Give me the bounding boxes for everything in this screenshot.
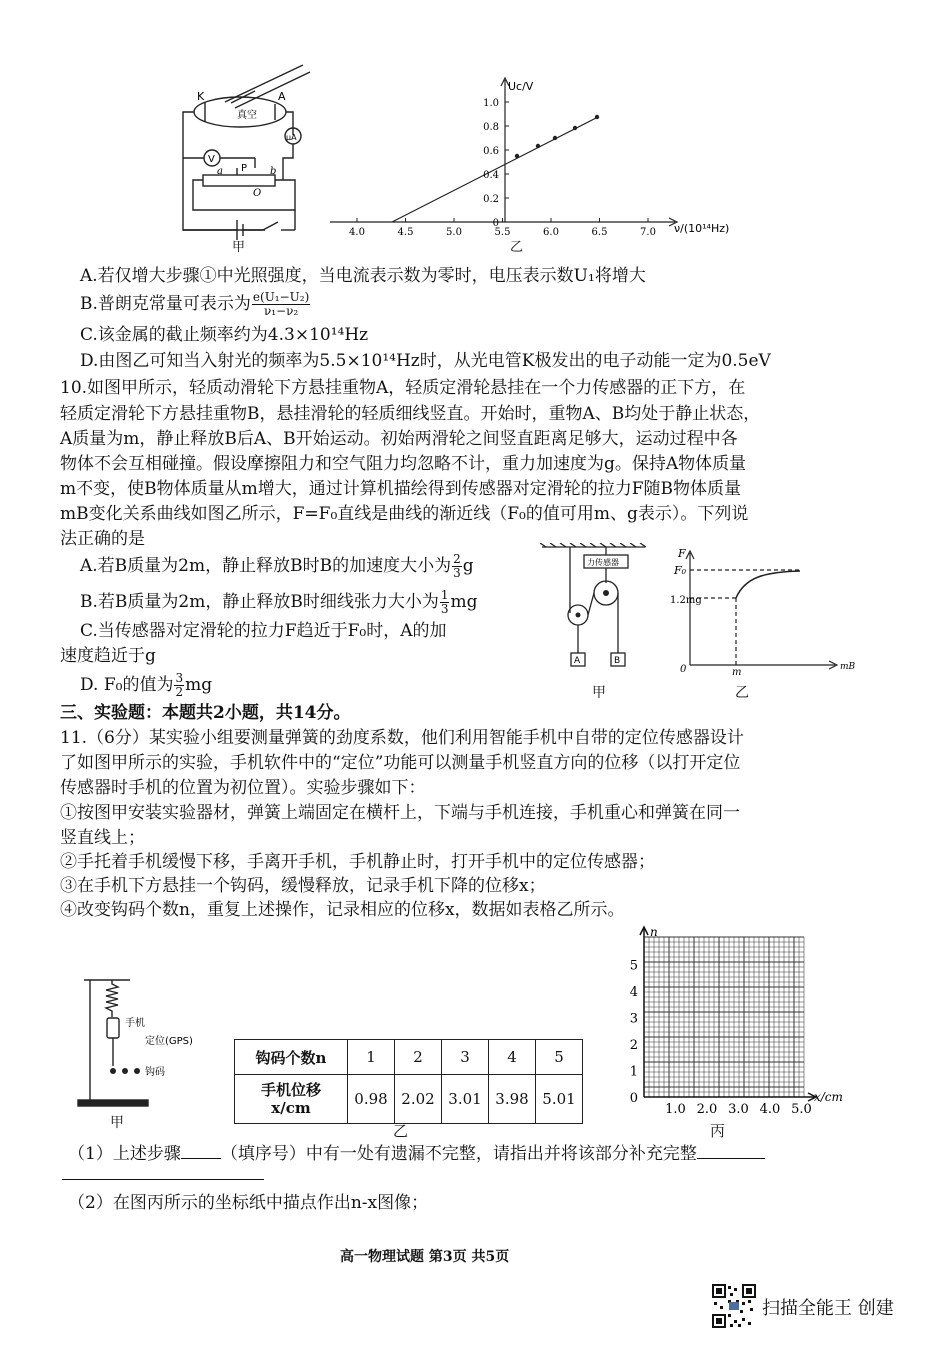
section-3-heading: 三、实验题：本题共2小题，共14分。 [60, 703, 351, 723]
q11-line-6: ②手托着手机缓慢下移，手离开手机，手机静止时，打开手机中的定位传感器； [60, 852, 655, 872]
grid-y-tick-label: 2 [629, 1038, 638, 1053]
pulley-system-figure [540, 543, 650, 678]
table-cell: 3.01 [442, 1075, 489, 1124]
q11-table-caption: 乙 [393, 1122, 409, 1140]
q10-option-b: B.若B质量为2m，静止释放B时细线张力大小为 $\frac{1}{3}$ mg [80, 588, 478, 616]
label-p: P [241, 163, 248, 174]
sensor-label: 力传感器 [587, 558, 619, 567]
y-tick-label: 0.4 [483, 170, 499, 181]
y-tick-label: 0.2 [483, 194, 499, 205]
table-cell: 5.01 [536, 1075, 583, 1124]
grid-y-tick-label: 4 [629, 985, 638, 1000]
phone-label: 手机 [125, 1018, 145, 1029]
y-tick-label: 1.0 [483, 98, 499, 109]
q10-option-a: A.若B质量为2m，静止释放B时B的加速度大小为 $\frac{2}{3}$ g [80, 552, 474, 580]
graph2-ylabel: F [678, 547, 686, 560]
label-a-small: a [217, 166, 223, 177]
graph2-m-label: m [732, 667, 742, 675]
graph1-ylabel: Uc/V [508, 80, 534, 93]
spring-phone-apparatus [70, 970, 220, 1110]
x-tick-label: 6.0 [543, 227, 559, 238]
label-a: A [278, 90, 286, 103]
x-tick-label: 5.0 [446, 227, 462, 238]
graph2-12mg-label: 1.2mg [670, 595, 702, 606]
coordinate-grid-paper [620, 925, 860, 1115]
q11-line-5: 竖直线上； [60, 828, 145, 848]
q11-line-1: 11.（6分）某实验小组要测量弹簧的劲度系数，他们利用智能手机中自带的定位传感器设计 [60, 728, 744, 748]
q11-grid-caption: 丙 [710, 1122, 726, 1140]
grid-y-tick-label: 3 [629, 1011, 638, 1027]
q10-line-5: m不变，使B物体质量从m增大，通过计算机描绘得到传感器对定滑轮的拉力F随B物体质量 [60, 479, 742, 499]
box-a-label: A [574, 656, 581, 666]
fig1-caption-yi: 乙 [510, 240, 524, 255]
grid-x-tick-label: 2.0 [696, 1102, 718, 1115]
graph1-xlabel: ν/(10¹⁴Hz) [674, 222, 730, 235]
x-tick-label: 4.0 [349, 227, 365, 238]
table-cell: 4 [489, 1040, 536, 1075]
hooks-label: 钩码 [145, 1067, 165, 1078]
x-tick-label: 6.5 [591, 227, 608, 238]
y-tick-label: 0.6 [483, 146, 499, 157]
grid-x-tick-label: 1.0 [665, 1102, 686, 1115]
q11-fig-jia-caption: 甲 [110, 1115, 124, 1131]
q10-line-2: 轻质定滑轮下方悬挂重物B，悬挂滑轮的轻质细线竖直。开始时，重物A、B均处于静止状态， [60, 404, 761, 424]
photoelectric-circuit-figure [175, 60, 325, 255]
data-table [234, 1039, 583, 1124]
q11-sub1-answer-blank[interactable] [62, 1179, 264, 1180]
table-head-n: 钩码个数n [235, 1040, 348, 1075]
q10-line-7: 法正确的是 [60, 529, 145, 549]
q10-line-3: A质量为m，静止释放B后A、B开始运动。初始两滑轮之间竖直距离足够大，运动过程中各 [60, 429, 738, 449]
qr-code-icon [712, 1284, 756, 1328]
y-tick-label: 0.8 [483, 122, 499, 133]
q10-line-4: 物体不会互相碰撞。假设摩擦阻力和空气阻力均忽略不计，重力加速度为g。保持A物体质量 [60, 454, 747, 474]
q11-sub1: （1）上述步骤 （填序号）中有一处有遗漏不完整，请指出并将该部分补充完整 [68, 1143, 765, 1165]
q11-line-3: 传感器时手机的位置为初位置）。实验步骤如下： [60, 778, 426, 798]
q11-line-8: ④改变钩码个数n，重复上述操作，记录相应的位移x，数据如表格乙所示。 [60, 900, 625, 920]
table-cell: 3 [442, 1040, 489, 1075]
q10-option-c-2: 速度趋近于g [60, 646, 156, 666]
table-cell: 5 [536, 1040, 583, 1075]
grid-x-tick-label: 3.0 [728, 1102, 749, 1115]
label-b-small: b [270, 166, 277, 177]
force-mass-graph [670, 545, 860, 675]
gps-label: 定位(GPS) [145, 1036, 193, 1047]
label-o: O [253, 188, 262, 199]
grid-x-tick-label: 5.0 [791, 1102, 812, 1115]
table-cell: 2.02 [395, 1075, 442, 1124]
table-row [235, 1040, 583, 1075]
ammeter-label: μA [286, 133, 297, 142]
grid-x-tick-label: 4.0 [759, 1102, 781, 1115]
table-cell: 3.98 [489, 1075, 536, 1124]
q10-fig-yi-caption: 乙 [735, 685, 749, 701]
q10-line-1: 10.如图甲所示，轻质动滑轮下方悬挂重物A，轻质定滑轮悬挂在一个力传感器的正下方，在 [60, 378, 746, 398]
q10-option-c-1: C.当传感器对定滑轮的拉力F趋近于F₀时，A的加 [80, 621, 447, 641]
grid-y-tick-label: 1 [629, 1064, 638, 1080]
q10-line-6: mB变化关系曲线如图乙所示，F=F₀直线是曲线的渐近线（F₀的值可用m、g表示）。下列说 [60, 504, 749, 524]
scanner-watermark: 扫描全能王 创建 [762, 1298, 894, 1319]
fig1-caption-jia: 甲 [232, 240, 246, 255]
q10-option-d: D. F₀的值为 $\frac{3}{2}$ mg [80, 671, 213, 699]
grid-ylabel: n [650, 925, 658, 939]
voltmeter-label: V [208, 154, 215, 165]
x-tick-label: 4.5 [397, 227, 414, 238]
table-head-x: 手机位移 x/cm [235, 1075, 348, 1124]
box-b-label: B [614, 656, 621, 666]
table-cell: 2 [395, 1040, 442, 1075]
q9-option-d: D.由图乙可知当入射光的频率为5.5×10¹⁴Hz时，从光电管K极发出的电子动能一定为0.5eV [80, 351, 771, 371]
x-tick-label: 5.5 [494, 227, 511, 238]
x-tick-label: 7.0 [640, 227, 656, 238]
grid-y-tick-label: 5 [629, 958, 638, 974]
graph2-f0-label: F₀ [674, 564, 687, 577]
uc-nu-graph [330, 72, 770, 242]
q11-line-7: ③在手机下方悬挂一个钩码，缓慢释放，记录手机下降的位移x； [60, 876, 546, 896]
y-tick-label: 0 [492, 218, 499, 229]
label-k: K [197, 90, 205, 103]
graph2-xlabel: mB [840, 662, 856, 672]
q9-option-c: C.该金属的截止频率约为4.3×10¹⁴Hz [80, 325, 369, 345]
q11-line-4: ①按图甲安装实验器材，弹簧上端固定在横杆上，下端与手机连接，手机重心和弹簧在同一 [60, 803, 740, 823]
table-row [235, 1075, 583, 1124]
grid-xlabel: x/cm [814, 1090, 843, 1104]
table-cell: 0.98 [348, 1075, 395, 1124]
q11-sub2: （2）在图丙所示的坐标纸中描点作出n-x图像； [68, 1193, 429, 1213]
q10-fig-jia-caption: 甲 [592, 685, 606, 701]
tube-label: 真空 [237, 110, 257, 121]
q11-line-2: 了如图甲所示的实验，手机软件中的“定位”功能可以测量手机竖直方向的位移（以打开定位 [60, 753, 741, 773]
page-footer: 高一物理试题 第3页 共5页 [340, 1249, 510, 1265]
grid-y-tick-label: 0 [629, 1091, 638, 1106]
graph2-origin: 0 [680, 664, 687, 675]
table-cell: 1 [348, 1040, 395, 1075]
q9-option-a: A.若仅增大步骤①中光照强度，当电流表示数为零时，电压表示数U₁将增大 [80, 266, 646, 286]
q9-option-b: B.普朗克常量可表示为 $\frac{\text{e(U₁−U₂)}}{\text{ν₁−ν₂}}$ [80, 290, 310, 318]
